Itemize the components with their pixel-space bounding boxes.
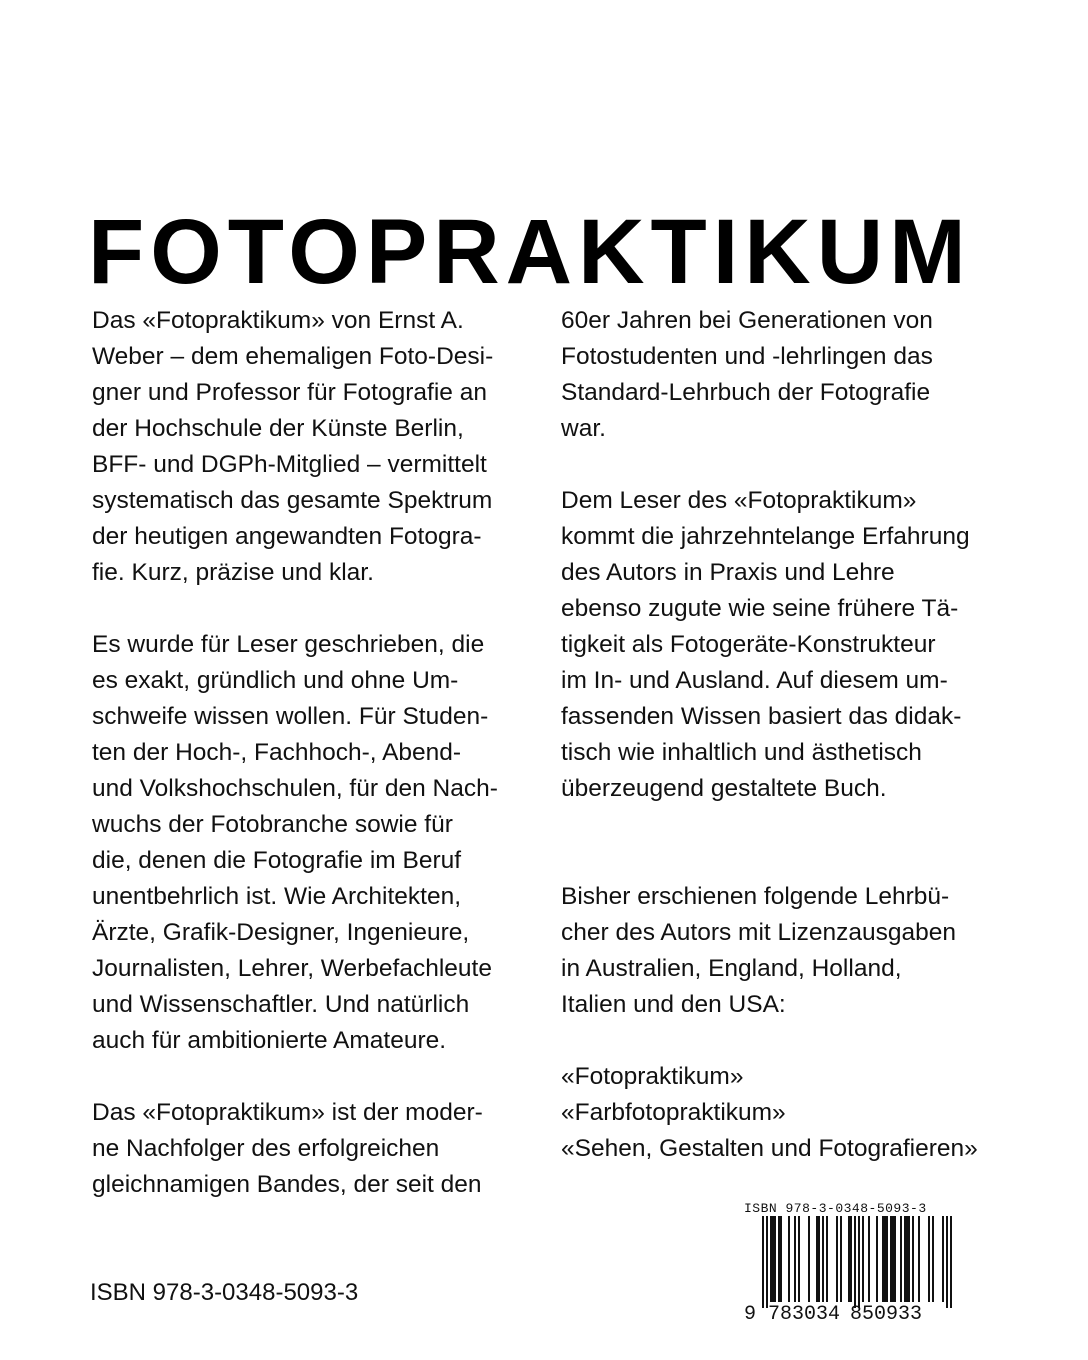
barcode-guard-bar: [950, 1216, 952, 1308]
barcode-bar: [780, 1216, 782, 1302]
barcode-left-digits: 783034: [768, 1303, 841, 1326]
text-line: Dem Leser des «Fotopraktikum»: [561, 487, 917, 514]
paragraph-previous-books: [561, 879, 1041, 1023]
barcode-bar: [906, 1216, 908, 1302]
barcode-guard-bar: [858, 1216, 860, 1308]
barcode-bar: [788, 1216, 790, 1302]
right-column: [561, 303, 1041, 1167]
text-line: auch für ambitionierte Amateure.: [92, 1027, 447, 1054]
text-line: der heutigen angewandten Fotogra-: [92, 523, 482, 550]
text-line: im In- und Ausland. Auf diesem um-: [561, 667, 948, 694]
barcode-bar: [850, 1216, 852, 1302]
text-line: Italien und den USA:: [561, 991, 786, 1018]
barcode-bar: [794, 1216, 796, 1302]
barcode-right-digits: 850933: [850, 1303, 923, 1326]
barcode-bar: [918, 1216, 920, 1302]
barcode-bar: [836, 1216, 838, 1302]
barcode-bar: [862, 1216, 864, 1302]
barcode-guard-bar: [766, 1216, 768, 1308]
text-line: Standard-Lehrbuch der Fotografie: [561, 379, 931, 406]
text-line: ten der Hoch-, Fachhoch-, Abend-: [92, 739, 462, 766]
text-line: wuchs der Fotobranche sowie für: [92, 811, 453, 838]
paragraph-gap: [92, 1059, 562, 1095]
isbn-text: ISBN 978-3-0348-5093-3: [90, 1279, 359, 1306]
barcode-bar: [822, 1216, 824, 1302]
barcode-bar: [772, 1216, 774, 1302]
paragraph-history: [92, 1095, 562, 1203]
book-list-item: «Sehen, Gestalten und Fotografieren»: [561, 1135, 978, 1162]
text-line: ebenso zugute wie seine frühere Tä-: [561, 595, 959, 622]
text-line: Journalisten, Lehrer, Werbefachleute: [92, 955, 492, 982]
isbn-barcode: [744, 1202, 954, 1337]
barcode-bar: [908, 1216, 910, 1302]
barcode-bar: [778, 1216, 780, 1302]
text-line: tigkeit als Fotogeräte-Konstrukteur: [561, 631, 936, 658]
text-line: BFF- und DGPh-Mitglied – vermittelt: [92, 451, 487, 478]
text-line: Weber – dem ehemaligen Foto-Desi-: [92, 343, 494, 370]
barcode-bar: [798, 1216, 800, 1302]
text-line: Es wurde für Leser geschrieben, die: [92, 631, 485, 658]
barcode-bar: [848, 1216, 850, 1302]
text-line: gner und Professor für Fotografie an: [92, 379, 487, 406]
paragraph-gap: [561, 843, 1041, 879]
barcode-bar: [816, 1216, 818, 1302]
text-line: fie. Kurz, präzise und klar.: [92, 559, 374, 586]
paragraph-gap: [561, 447, 1041, 483]
text-line: ne Nachfolger des erfolgreichen: [92, 1135, 440, 1162]
text-line: es exakt, gründlich und ohne Um-: [92, 667, 459, 694]
paragraph-gap: [92, 591, 562, 627]
paragraph-gap: [561, 807, 1041, 843]
barcode-guard-bar: [854, 1216, 856, 1308]
text-line: Fotostudenten und -lehrlingen das: [561, 343, 933, 370]
book-list-item: «Fotopraktikum»: [561, 1063, 744, 1090]
barcode-bar: [932, 1216, 934, 1302]
barcode-bar: [818, 1216, 820, 1302]
text-line: und Volkshochschulen, für den Nach-: [92, 775, 498, 802]
text-line: Das «Fotopraktikum» von Ernst A.: [92, 307, 464, 334]
book-title: FOTOPRAKTIKUM: [88, 201, 972, 303]
barcode-bar: [882, 1216, 884, 1302]
barcode-bar: [890, 1216, 892, 1302]
text-line: 60er Jahren bei Generationen von: [561, 307, 933, 334]
text-line: unentbehrlich ist. Wie Architekten,: [92, 883, 462, 910]
text-line: fassenden Wissen basiert das didak-: [561, 703, 962, 730]
paragraph-history-continued: [561, 303, 1041, 447]
text-line: überzeugend gestaltete Buch.: [561, 775, 887, 802]
paragraph-audience: [92, 627, 562, 1059]
left-column: [92, 303, 562, 1203]
text-line: tisch wie inhaltlich und ästhetisch: [561, 739, 922, 766]
text-line: systematisch das gesamte Spektrum: [92, 487, 493, 514]
barcode-bar: [894, 1216, 896, 1302]
text-line: war.: [561, 415, 606, 442]
barcode-bar: [774, 1216, 776, 1302]
text-line: die, denen die Fotografie im Beruf: [92, 847, 462, 874]
barcode-guard-bar: [946, 1216, 948, 1308]
text-line: gleichnamigen Bandes, der seit den: [92, 1171, 482, 1198]
barcode-first-digit: 9: [744, 1303, 757, 1326]
barcode-bar: [892, 1216, 894, 1302]
text-line: schweife wissen wollen. Für Studen-: [92, 703, 489, 730]
book-list: [561, 1059, 1041, 1167]
text-line: kommt die jahrzehntelange Erfahrung: [561, 523, 970, 550]
barcode-bar: [808, 1216, 810, 1302]
barcode-top-label: ISBN 978-3-0348-5093-3: [744, 1201, 927, 1216]
barcode-bar: [868, 1216, 870, 1302]
barcode-bar: [942, 1216, 944, 1302]
text-line: Bisher erschienen folgende Lehrbü-: [561, 883, 950, 910]
barcode-bar: [904, 1216, 906, 1302]
text-line: in Australien, England, Holland,: [561, 955, 902, 982]
barcode-bar: [840, 1216, 842, 1302]
barcode-bar: [770, 1216, 772, 1302]
text-line: Ärzte, Grafik-Designer, Ingenieure,: [92, 919, 470, 946]
text-line: Das «Fotopraktikum» ist der moder-: [92, 1099, 483, 1126]
barcode-bar: [876, 1216, 878, 1302]
paragraph-intro: [92, 303, 562, 591]
barcode-bar: [928, 1216, 930, 1302]
text-line: der Hochschule der Künste Berlin,: [92, 415, 464, 442]
barcode-bar: [826, 1216, 828, 1302]
text-line: des Autors in Praxis und Lehre: [561, 559, 895, 586]
book-list-item: «Farbfotopraktikum»: [561, 1099, 786, 1126]
barcode-bar: [884, 1216, 886, 1302]
barcode-guard-bar: [762, 1216, 764, 1308]
text-line: und Wissenschaftler. Und natürlich: [92, 991, 470, 1018]
paragraph-gap: [561, 1023, 1041, 1059]
text-line: cher des Autors mit Lizenzausgaben: [561, 919, 956, 946]
barcode-bar: [886, 1216, 888, 1302]
barcode-bar: [912, 1216, 914, 1302]
barcode-bar: [900, 1216, 902, 1302]
barcode-bars: [744, 1216, 954, 1308]
paragraph-experience: [561, 483, 1041, 807]
